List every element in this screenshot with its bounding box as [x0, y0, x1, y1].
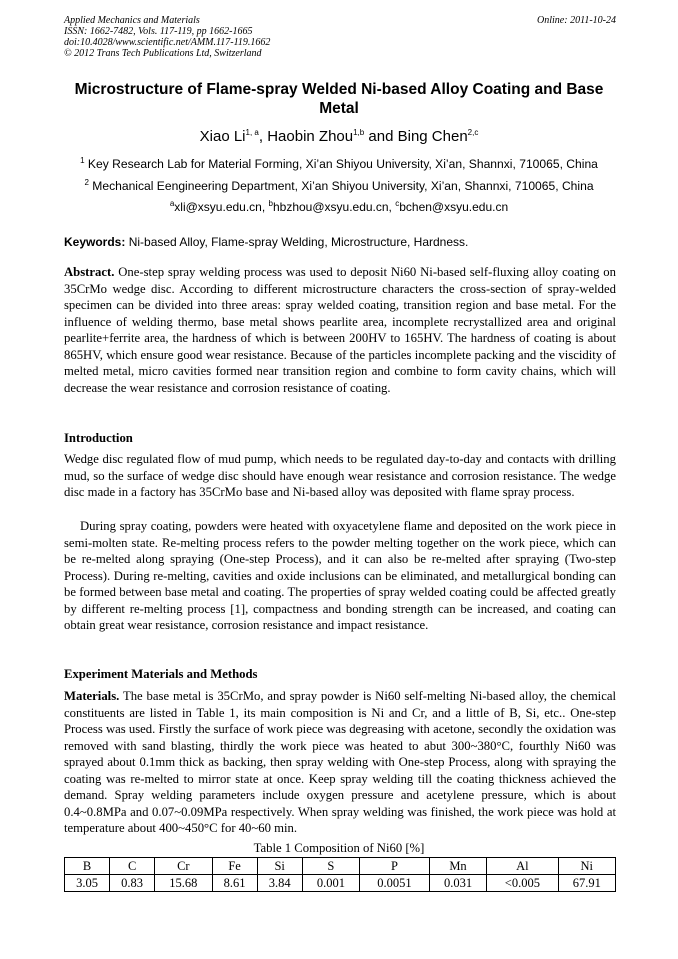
abstract-text: One-step spray welding process was used to deposit Ni60 Ni-based self-fluxing alloy coating on 35CrMo wedge disc. According to different microstructure characters the cross-section of spray-welded specimen can be divided into three areas: spray welded coating, transition region and base metal. For the influence of welding thermo, base metal shows pearlite area, incomplete recrystallized area and original pearlite+ferrite area, the hardness of which is between 200HV to 165HV. The hardness of coating is about 865HV, which ensure good wear resistance. Because of the particles incomplete packing and the viscidity of melted metal, micro cavities formed near transition region and combine to form cavity chains, which will decrease the wear resistance and corrosion resistance of coating. [64, 265, 616, 395]
table-cell: 3.05 [65, 875, 110, 892]
email-mark: a [169, 199, 175, 208]
table-header-cell: P [360, 858, 430, 875]
table-row [65, 875, 616, 892]
author-emails [0, 200, 678, 215]
table-caption: Table 1 Composition of Ni60 [%] [253, 841, 425, 855]
table-header-cell: C [110, 858, 155, 875]
email-link[interactable]: xli@xsyu.edu.cn, [174, 200, 269, 214]
abstract-label: Abstract. [64, 265, 115, 279]
abstract [64, 264, 616, 396]
email-link[interactable]: bchen@xsyu.edu.cn [399, 200, 509, 214]
introduction-paragraph-2: During spray coating, powders were heated with oxyacetylene flame and deposited on the work piece in semi-molten state. Re-melting process refers to the powder melting together on the work piece, which can be re-melted along spraying (One-step Process), and it can also be re-melted after spraying (Two-step Process). During re-melting, cavities and oxide inclusions can be eliminated, and metallurgical bonding can be formed between base metal and coating. The properties of spray welded coating could be affected greatly by different re-melting process [1], compactness and bonding strength can be increased, and coating can obtain great wear resistance, corrosion resistance and impact resistance. [64, 519, 616, 632]
keywords [64, 235, 616, 250]
email-mark: b [268, 199, 273, 208]
affiliation-2 [0, 179, 678, 194]
table-cell: <0.005 [487, 875, 558, 892]
author-affiliation-mark: 1,b [353, 128, 365, 137]
author-affiliation-mark: 1, a [245, 128, 259, 137]
copyright-line: © 2012 Trans Tech Publications Ltd, Switzerland [64, 48, 262, 59]
author-separator: , [258, 128, 268, 145]
table-header-cell: Al [487, 858, 558, 875]
affiliation-text: Key Research Lab for Material Forming, Xi’an Shiyou University, Xi’an, Shannxi, 710065, China [87, 157, 598, 171]
table-header-cell: S [302, 858, 359, 875]
affiliation-mark: 1 [80, 155, 85, 165]
doi-line: doi:10.4028/www.scientific.net/AMM.117-119.1662 [64, 37, 271, 48]
table-cell: 0.83 [110, 875, 155, 892]
table-cell: 0.001 [302, 875, 359, 892]
author-name: Xiao Li [199, 128, 246, 145]
table-header-row [65, 858, 616, 875]
table-header-cell: B [65, 858, 110, 875]
author-separator: and [364, 128, 398, 145]
paper-title: Microstructure of Flame-spray Welded Ni-based Alloy Coating and Base Metal [74, 81, 604, 117]
table-header-cell: Si [257, 858, 302, 875]
affiliation-text: Mechanical Eengineering Department, Xi’an Shiyou University, Xi’an, Shannxi, 710065, China [92, 179, 594, 193]
methods-heading: Experiment Materials and Methods [64, 667, 258, 681]
author-list [0, 128, 678, 146]
table-cell: 8.61 [212, 875, 257, 892]
table-cell: 3.84 [257, 875, 302, 892]
journal-header [64, 15, 616, 59]
materials-paragraph [64, 688, 616, 837]
author-affiliation-mark: 2,c [467, 128, 479, 137]
introduction-heading: Introduction [64, 431, 133, 445]
table-header-cell: Cr [155, 858, 212, 875]
materials-text: The base metal is 35CrMo, and spray powder is Ni60 self-melting Ni-based alloy, the chemical constituents are listed in Table 1, its main composition is Ni and Cr, and a little of B, Si, etc.. One-step Process was used. Firstly the surface of work piece was degreasing with acetone, secondly the oxidation was removed with sand blasting, thirdly the work piece was heated to abut 300~380°C, fourthly Ni60 was sprayed about 0.1mm thick as backing, then spray welding with One-step Process, along with spraying the coating was re-melted to mirror state at once. Keep spray welding till the coating thickness achieved the demand. Spray welding parameters include oxygen pressure and acetylene pressure, which is about 0.4~0.8MPa and 0.07~0.09MPa respectively. When spray welding was finished, the work piece was hold at temperature about 400~450°C for 40~60 min. [64, 689, 616, 835]
table-cell: 15.68 [155, 875, 212, 892]
table-header-cell: Fe [212, 858, 257, 875]
table-cell: 0.0051 [360, 875, 430, 892]
keywords-text: Ni-based Alloy, Flame-spray Welding, Microstructure, Hardness. [125, 235, 469, 249]
author-name: Bing Chen [397, 128, 468, 145]
journal-name: Applied Mechanics and Materials [64, 15, 200, 26]
table-header-cell: Mn [429, 858, 486, 875]
introduction-paragraph-1: Wedge disc regulated flow of mud pump, which needs to be regulated day-to-day and contacts with drilling mud, so the surface of wedge disc should have enough wear resistance and corrosion resistance. The wedge disc made in a factory has 35CrMo base and Ni-based alloy was deposited with flame spray process. [64, 452, 616, 499]
author-name: Haobin Zhou [267, 128, 354, 145]
issn-line: ISSN: 1662-7482, Vols. 117-119, pp 1662-1665 [64, 26, 253, 37]
email-link[interactable]: hbzhou@xsyu.edu.cn, [272, 200, 396, 214]
email-mark: c [395, 199, 400, 208]
materials-label: Materials. [64, 689, 120, 703]
online-date: Online: 2011-10-24 [537, 15, 616, 26]
affiliation-mark: 2 [84, 177, 89, 187]
table-cell: 67.91 [558, 875, 615, 892]
keywords-label: Keywords: [64, 235, 126, 249]
table-header-cell: Ni [558, 858, 615, 875]
affiliation-1 [0, 157, 678, 172]
composition-table [64, 857, 616, 892]
table-cell: 0.031 [429, 875, 486, 892]
